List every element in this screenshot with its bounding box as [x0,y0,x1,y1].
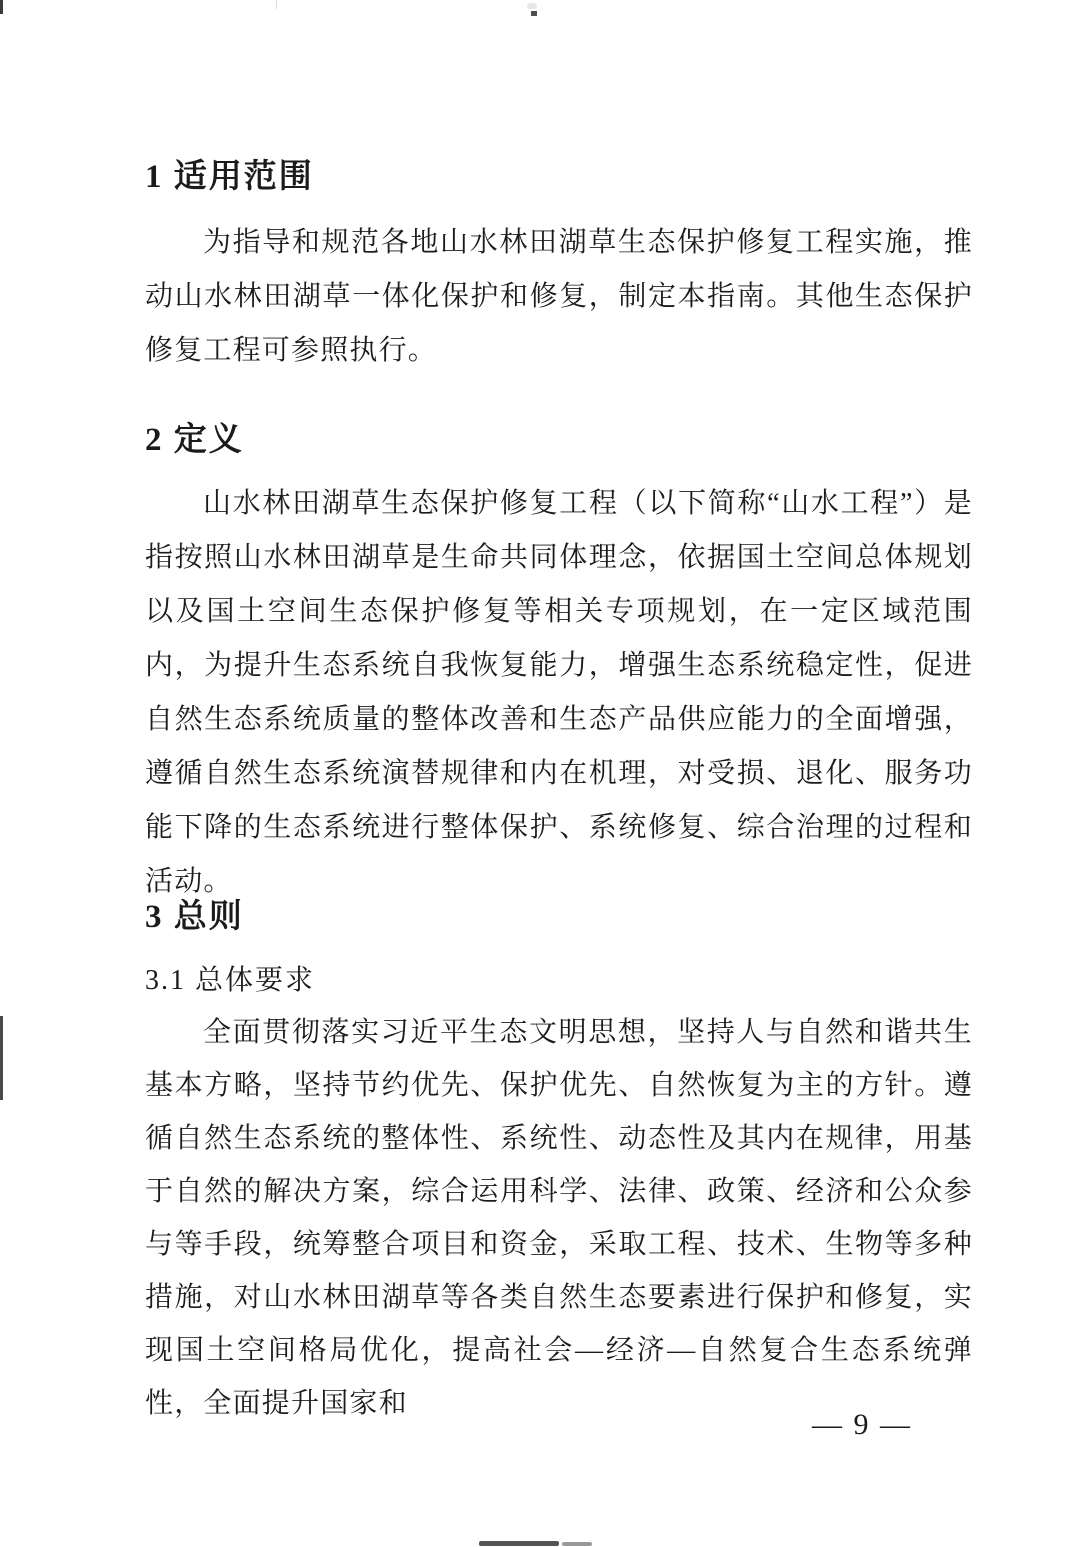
page-number: — 9 — [812,1408,912,1441]
scan-artifact-left-edge-bar [0,1016,3,1100]
scan-artifact-top-speck [531,11,537,16]
scan-artifact-top-left-mark [0,0,3,14]
scan-artifact-bottom-smudge [479,1541,559,1546]
scan-artifact-bottom-smudge-tail [562,1542,592,1546]
section-2-paragraph: 山水林田湖草生态保护修复工程（以下简称“山水工程”）是指按照山水林田湖草是生命共同体理念，依据国土空间总体规划以及国土空间生态保护修复等相关专项规划，在一定区域范围内，为提升生态系统自我恢复能力，增强生态系统稳定性，促进自然生态系统质量的整体改善和生态产品供应能力的全面增强，遵循自然生态系统演替规律和内在机理，对受损、退化、服务功能下降的生态系统进行整体保护、系统修复、综合治理的过程和活动。 [145,488,973,897]
section-2-heading: 2 定义 [145,422,244,458]
section-1-paragraph: 为指导和规范各地山水林田湖草生态保护修复工程实施，推动山水林田湖草一体化保护和修复，制定本指南。其他生态保护修复工程可参照执行。 [145,227,973,366]
section-1-heading: 1 适用范围 [145,159,314,195]
section-3-heading: 3 总则 [145,899,244,935]
scan-artifact-top-faint-line [276,0,277,9]
scan-artifact-top-ghost [527,3,537,9]
section-3-paragraph: 全面贯彻落实习近平生态文明思想，坚持人与自然和谐共生基本方略，坚持节约优先、保护优先、自然恢复为主的方针。遵循自然生态系统的整体性、系统性、动态性及其内在规律，用基于自然的解决方案，综合运用科学、法律、政策、经济和公众参与等手段，统筹整合项目和资金，采取工程、技术、生物等多种措施，对山水林田湖草等各类自然生态要素进行保护和修复，实现国土空间格局优化，提高社会—经济—自然复合生态系统弹性，全面提升国家和 [145,1017,973,1419]
section-3-subheading: 3.1 总体要求 [145,965,316,996]
